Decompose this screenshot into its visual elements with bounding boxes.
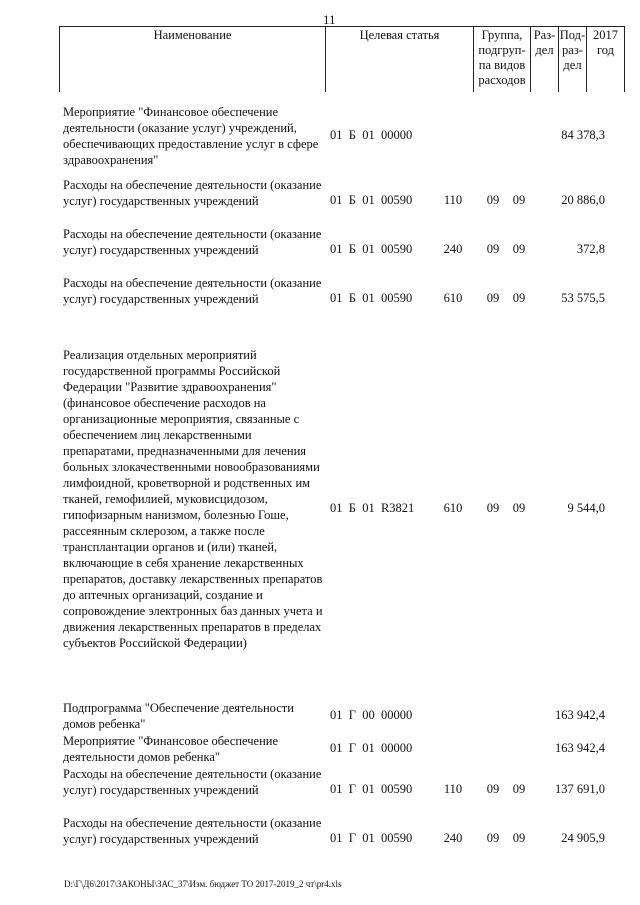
row-amount: 20 886,0 [561,193,605,207]
cs-program: 01 [330,741,343,755]
row-amount: 163 942,4 [555,708,605,722]
row-name: Расходы на обеспечение деятельности (оказание услуг) государственных учреждений [63,767,322,797]
row-amount: 84 378,3 [561,128,605,142]
cs-event: 01 [362,501,375,515]
row-subsection: 09 [512,501,526,515]
cs-program: 01 [330,193,343,207]
cs-event: 00 [362,708,375,722]
cs-direction: 00000 [380,741,413,755]
cs-direction: 00000 [380,128,413,142]
row-amount: 163 942,4 [555,741,605,755]
row-target-article [330,128,412,143]
row-target-article [330,501,414,516]
cs-direction: 00590 [380,291,413,305]
row-name: Реализация отдельных мероприятий государственной программы Российской Федерации "Развитие здравоохранения" (финансовое обеспечение расходов на организационные мероприятия, связанные с обеспечением лиц лекарственными препаратами, предназначенными для лечения больных злокачественными новообразованиями лимфоидной, кроветворной и родственных им тканей, гемофилией, муковисцидозом, гипофизарным нанизмом, болезнью Гоше, рассеянным склерозом, а также после трансплантации органов и (или) тканей, включающие в себя хранение лекарственных препаратов, доставку лекарственных препаратов до аптечных организаций, создание и сопровождение электронных баз данных учета и движения лекарственных препаратов в пределах субъектов Российской Федерации) [63,348,323,650]
cs-program: 01 [330,501,343,515]
row-amount: 24 905,9 [561,831,605,845]
header-group-line: подгруп- [478,43,526,57]
cs-subprogram: Г [348,782,356,796]
cs-event: 01 [362,193,375,207]
cs-program: 01 [330,242,343,256]
cs-subprogram: Б [348,501,356,515]
row-target-article [330,291,412,306]
row-group: 610 [443,501,463,515]
header-group-line: Группа, [481,28,523,42]
cs-direction: R3821 [380,501,415,515]
row-target-article [330,782,412,797]
cs-program: 01 [330,782,343,796]
header-target-article-label: Целевая статья [359,28,440,42]
row-section: 09 [486,242,500,256]
row-target-article [330,242,412,257]
header-section-line: дел [535,43,554,57]
row-name: Расходы на обеспечение деятельности (оказание услуг) государственных учреждений [63,276,322,306]
cs-subprogram: Б [348,291,356,305]
cs-direction: 00590 [380,782,413,796]
cs-direction: 00590 [380,242,413,256]
row-section: 09 [486,501,500,515]
header-year-label: 2017 год [593,28,618,57]
row-name: Расходы на обеспечение деятельности (оказание услуг) государственных учреждений [63,227,322,257]
cs-program: 01 [330,708,343,722]
cs-event: 01 [362,291,375,305]
cs-direction: 00000 [380,708,413,722]
cs-program: 01 [330,128,343,142]
row-target-article [330,741,412,756]
cs-direction: 00590 [380,831,413,845]
row-name: Мероприятие "Финансовое обеспечение деятельности (оказание услуг) учреждений, обеспечивающих предоставление услуг в сфере здравоохранения" [63,105,319,167]
row-amount: 372,8 [576,242,605,256]
row-group: 610 [443,291,463,305]
header-subsection [558,26,586,92]
cs-event: 01 [362,782,375,796]
row-name: Мероприятие "Финансовое обеспечение деятельности домов ребенка" [63,734,279,764]
header-subsection-line: раз- [562,43,583,57]
row-subsection: 09 [512,193,526,207]
header-section-line: Раз- [533,28,556,42]
row-group: 240 [443,242,463,256]
row-group: 110 [443,782,463,796]
row-amount: 9 544,0 [567,501,605,515]
cs-event: 01 [362,128,375,142]
header-name [59,26,325,92]
row-amount: 53 575,5 [561,291,605,305]
row-subsection: 09 [512,242,526,256]
cs-direction: 00590 [380,193,413,207]
header-subsection-line: дел [563,58,582,72]
row-group: 110 [443,193,463,207]
row-target-article [330,708,412,723]
cs-subprogram: Г [348,741,356,755]
header-year [586,26,625,92]
row-section: 09 [486,193,500,207]
row-section: 09 [486,831,500,845]
row-subsection: 09 [512,291,526,305]
row-target-article [330,831,412,846]
cs-event: 01 [362,242,375,256]
cs-subprogram: Б [348,242,356,256]
table-header [59,26,625,92]
header-name-label: Наименование [153,28,232,42]
row-target-article [330,193,412,208]
header-target-article [325,26,473,92]
row-group: 240 [443,831,463,845]
row-section: 09 [486,782,500,796]
header-subsection-line: Под- [559,28,586,42]
header-section [530,26,558,92]
cs-event: 01 [362,831,375,845]
row-subsection: 09 [512,782,526,796]
row-section: 09 [486,291,500,305]
footer-file-path: D:\Г\Д6\2017\ЗАКОНЫ\ЗАС_37\Изм. бюджет ТО 2017-2019_2 чт\pr4.xls [64,879,342,889]
header-group-line: расходов [478,73,526,87]
cs-program: 01 [330,831,343,845]
header-group-line: па видов [478,58,526,72]
row-name: Расходы на обеспечение деятельности (оказание услуг) государственных учреждений [63,178,322,208]
row-amount: 137 691,0 [555,782,605,796]
page-number: 11 [323,12,336,27]
row-name: Расходы на обеспечение деятельности (оказание услуг) государственных учреждений [63,816,322,846]
cs-event: 01 [362,741,375,755]
row-subsection: 09 [512,831,526,845]
row-name: Подпрограмма "Обеспечение деятельности домов ребенка" [63,701,294,731]
cs-subprogram: Г [348,708,356,722]
cs-subprogram: Б [348,193,356,207]
cs-program: 01 [330,291,343,305]
cs-subprogram: Б [348,128,356,142]
cs-subprogram: Г [348,831,356,845]
header-group [473,26,530,92]
